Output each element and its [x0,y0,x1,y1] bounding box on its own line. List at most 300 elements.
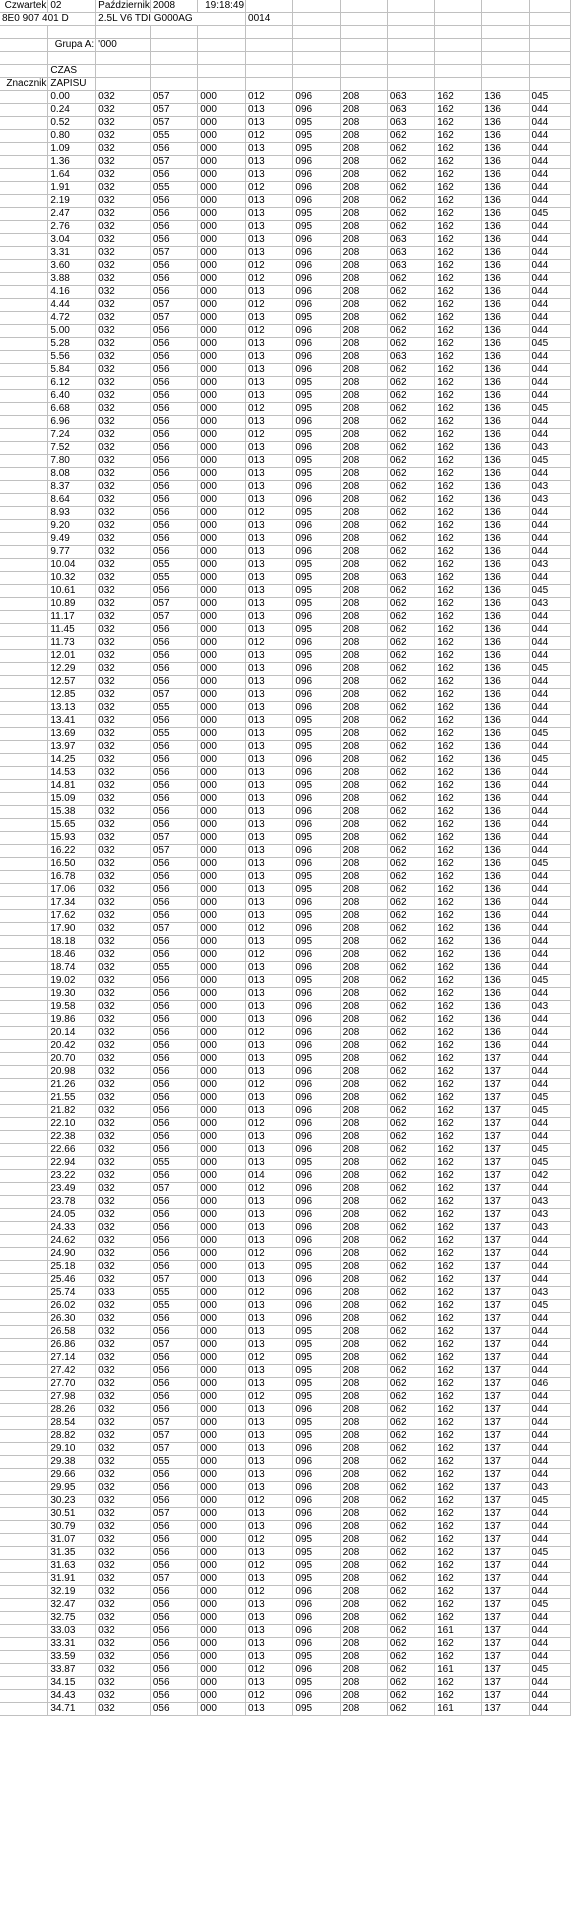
cell-value[interactable]: 096 [293,1222,340,1235]
cell-value[interactable]: 044 [529,533,570,546]
cell-value[interactable]: 032 [96,338,151,351]
cell-value[interactable]: 056 [150,1690,197,1703]
cell-value[interactable]: 013 [246,585,293,598]
cell-value[interactable]: 095 [293,1326,340,1339]
cell-value[interactable]: 012 [246,91,293,104]
cell-value[interactable]: 208 [340,325,387,338]
cell-value[interactable]: 032 [96,780,151,793]
cell-value[interactable]: 162 [435,221,482,234]
cell-value[interactable]: 062 [387,299,434,312]
cell-value[interactable]: 000 [198,1014,246,1027]
cell-value[interactable]: 032 [96,507,151,520]
cell-value[interactable]: 056 [150,1625,197,1638]
cell-value[interactable]: 062 [387,1521,434,1534]
cell-value[interactable]: 208 [340,1131,387,1144]
cell-value[interactable]: 012 [246,1079,293,1092]
cell-value[interactable]: 056 [150,741,197,754]
cell-value[interactable]: 000 [198,533,246,546]
cell-value[interactable]: 046 [529,1378,570,1391]
cell-value[interactable]: 032 [96,1079,151,1092]
cell-value[interactable]: 056 [150,1599,197,1612]
cell-value[interactable]: 208 [340,819,387,832]
cell-value[interactable]: 162 [435,1690,482,1703]
cell-value[interactable]: 162 [435,767,482,780]
cell-value[interactable]: 013 [246,962,293,975]
cell-value[interactable]: 044 [529,962,570,975]
cell-value[interactable]: 056 [150,1352,197,1365]
cell-value[interactable]: 044 [529,1638,570,1651]
cell-value[interactable]: 032 [96,1222,151,1235]
cell-value[interactable]: 000 [198,1365,246,1378]
cell-value[interactable]: 137 [482,1352,529,1365]
cell-value[interactable]: 208 [340,1170,387,1183]
cell-value[interactable]: 000 [198,1547,246,1560]
cell-value[interactable]: 062 [387,624,434,637]
cell-empty[interactable] [0,728,48,741]
cell-value[interactable]: 162 [435,689,482,702]
cell-value[interactable]: 062 [387,1274,434,1287]
cell-value[interactable]: 208 [340,988,387,1001]
cell-value[interactable]: 032 [96,273,151,286]
cell-value[interactable]: 032 [96,897,151,910]
cell-value[interactable]: 208 [340,1521,387,1534]
cell-time[interactable]: 13.13 [48,702,96,715]
cell-value[interactable]: 208 [340,364,387,377]
cell-value[interactable]: 162 [435,1001,482,1014]
cell-time[interactable]: 22.38 [48,1131,96,1144]
cell-value[interactable]: 032 [96,1690,151,1703]
cell-value[interactable]: 045 [529,1092,570,1105]
cell-value[interactable]: 208 [340,806,387,819]
cell-value[interactable]: 136 [482,988,529,1001]
cell-time[interactable]: 21.26 [48,1079,96,1092]
cell-time[interactable]: 24.33 [48,1222,96,1235]
cell-time[interactable]: 13.41 [48,715,96,728]
cell-value[interactable]: 056 [150,1534,197,1547]
cell-value[interactable]: 208 [340,858,387,871]
cell-empty[interactable] [0,1196,48,1209]
cell-value[interactable]: 063 [387,104,434,117]
cell-value[interactable]: 208 [340,1040,387,1053]
cell-value[interactable]: 136 [482,91,529,104]
cell-value[interactable]: 000 [198,845,246,858]
cell-value[interactable]: 056 [150,1703,197,1716]
cell-value[interactable]: 000 [198,481,246,494]
cell-value[interactable]: 044 [529,377,570,390]
cell-value[interactable]: 013 [246,546,293,559]
cell-value[interactable]: 162 [435,637,482,650]
cell-value[interactable]: 000 [198,897,246,910]
cell-value[interactable]: 032 [96,481,151,494]
cell-empty[interactable] [0,1677,48,1690]
cell-value[interactable]: 162 [435,1430,482,1443]
cell-value[interactable]: 013 [246,780,293,793]
cell-value[interactable]: 096 [293,1183,340,1196]
cell-value[interactable]: 096 [293,949,340,962]
cell-time[interactable]: 2.47 [48,208,96,221]
cell-value[interactable]: 136 [482,637,529,650]
cell-time[interactable]: 25.18 [48,1261,96,1274]
cell-value[interactable]: 208 [340,234,387,247]
cell-value[interactable]: 208 [340,1378,387,1391]
cell-value[interactable]: 056 [150,663,197,676]
cell-value[interactable]: 000 [198,1300,246,1313]
cell-value[interactable]: 208 [340,390,387,403]
cell-value[interactable]: 208 [340,975,387,988]
cell-value[interactable]: 000 [198,1118,246,1131]
cell-value[interactable]: 162 [435,780,482,793]
cell-value[interactable]: 136 [482,780,529,793]
cell-value[interactable]: 044 [529,1677,570,1690]
cell-value[interactable]: 000 [198,507,246,520]
cell-value[interactable]: 056 [150,1313,197,1326]
cell-value[interactable]: 162 [435,507,482,520]
cell-value[interactable]: 162 [435,1144,482,1157]
cell-time[interactable]: 14.53 [48,767,96,780]
cell-empty[interactable] [0,117,48,130]
cell-value[interactable]: 056 [150,1547,197,1560]
cell-value[interactable]: 162 [435,1053,482,1066]
cell-value[interactable]: 013 [246,559,293,572]
cell-empty[interactable] [340,52,387,65]
cell-value[interactable]: 136 [482,728,529,741]
cell-value[interactable]: 208 [340,1599,387,1612]
cell-value[interactable]: 056 [150,1378,197,1391]
cell-empty[interactable] [48,26,96,39]
cell-value[interactable]: 062 [387,1287,434,1300]
cell-value[interactable]: 208 [340,559,387,572]
cell-value[interactable]: 045 [529,403,570,416]
cell-empty[interactable] [96,78,151,91]
cell-value[interactable]: 055 [150,1157,197,1170]
cell-value[interactable]: 045 [529,1105,570,1118]
cell-value[interactable]: 044 [529,1521,570,1534]
cell-value[interactable]: 136 [482,767,529,780]
cell-value[interactable]: 208 [340,1053,387,1066]
cell-value[interactable]: 095 [293,741,340,754]
cell-value[interactable]: 044 [529,1131,570,1144]
cell-value[interactable]: 044 [529,507,570,520]
cell-value[interactable]: 013 [246,1274,293,1287]
column-header-marker[interactable]: Znacznik [0,78,48,91]
cell-value[interactable]: 000 [198,741,246,754]
cell-value[interactable]: 032 [96,728,151,741]
cell-value[interactable]: 013 [246,715,293,728]
cell-time[interactable]: 27.98 [48,1391,96,1404]
cell-time[interactable]: 33.87 [48,1664,96,1677]
cell-value[interactable]: 013 [246,351,293,364]
cell-value[interactable]: 162 [435,832,482,845]
column-header-time-line1[interactable]: CZAS [48,65,96,78]
cell-value[interactable]: 208 [340,767,387,780]
cell-value[interactable]: 162 [435,1326,482,1339]
cell-value[interactable]: 096 [293,546,340,559]
cell-value[interactable]: 000 [198,1443,246,1456]
cell-value[interactable]: 208 [340,923,387,936]
cell-value[interactable]: 012 [246,182,293,195]
cell-value[interactable]: 137 [482,1651,529,1664]
cell-value[interactable]: 045 [529,754,570,767]
cell-value[interactable]: 062 [387,884,434,897]
cell-value[interactable]: 095 [293,1651,340,1664]
cell-empty[interactable] [0,923,48,936]
cell-time[interactable]: 3.88 [48,273,96,286]
cell-value[interactable]: 000 [198,143,246,156]
cell-value[interactable]: 032 [96,1183,151,1196]
cell-value[interactable]: 096 [293,1482,340,1495]
cell-time[interactable]: 27.42 [48,1365,96,1378]
cell-value[interactable]: 044 [529,1508,570,1521]
cell-value[interactable]: 056 [150,949,197,962]
cell-time[interactable]: 3.04 [48,234,96,247]
cell-time[interactable]: 31.91 [48,1573,96,1586]
cell-empty[interactable] [435,0,482,13]
cell-value[interactable]: 056 [150,1118,197,1131]
cell-value[interactable]: 095 [293,468,340,481]
cell-value[interactable]: 032 [96,1521,151,1534]
cell-time[interactable]: 22.10 [48,1118,96,1131]
cell-value[interactable]: 000 [198,1638,246,1651]
cell-value[interactable]: 032 [96,442,151,455]
cell-value[interactable]: 013 [246,1196,293,1209]
cell-value[interactable]: 096 [293,637,340,650]
cell-value[interactable]: 044 [529,1391,570,1404]
cell-value[interactable]: 062 [387,611,434,624]
cell-value[interactable]: 045 [529,455,570,468]
cell-value[interactable]: 062 [387,455,434,468]
cell-value[interactable]: 013 [246,520,293,533]
cell-empty[interactable] [150,26,197,39]
cell-value[interactable]: 044 [529,988,570,1001]
cell-value[interactable]: 013 [246,884,293,897]
cell-time[interactable]: 9.77 [48,546,96,559]
cell-value[interactable]: 095 [293,715,340,728]
cell-empty[interactable] [150,65,197,78]
cell-value[interactable]: 162 [435,1560,482,1573]
cell-value[interactable]: 055 [150,182,197,195]
cell-value[interactable]: 032 [96,1625,151,1638]
cell-value[interactable]: 013 [246,1612,293,1625]
cell-value[interactable]: 063 [387,234,434,247]
cell-empty[interactable] [0,351,48,364]
cell-value[interactable]: 162 [435,481,482,494]
cell-value[interactable]: 162 [435,1287,482,1300]
cell-value[interactable]: 137 [482,1469,529,1482]
cell-value[interactable]: 208 [340,494,387,507]
cell-empty[interactable] [293,13,340,26]
cell-value[interactable]: 012 [246,923,293,936]
cell-value[interactable]: 057 [150,832,197,845]
cell-value[interactable]: 000 [198,338,246,351]
cell-value[interactable]: 136 [482,585,529,598]
cell-value[interactable]: 162 [435,377,482,390]
cell-value[interactable]: 062 [387,858,434,871]
cell-value[interactable]: 044 [529,1586,570,1599]
cell-value[interactable]: 208 [340,598,387,611]
cell-value[interactable]: 056 [150,1651,197,1664]
cell-value[interactable]: 000 [198,1352,246,1365]
cell-time[interactable]: 17.90 [48,923,96,936]
cell-empty[interactable] [0,1040,48,1053]
cell-value[interactable]: 000 [198,1625,246,1638]
cell-value[interactable]: 062 [387,1651,434,1664]
cell-value[interactable]: 062 [387,1625,434,1638]
cell-value[interactable]: 032 [96,754,151,767]
cell-empty[interactable] [0,390,48,403]
cell-value[interactable]: 208 [340,533,387,546]
cell-value[interactable]: 000 [198,1183,246,1196]
cell-value[interactable]: 095 [293,143,340,156]
cell-empty[interactable] [529,26,570,39]
cell-value[interactable]: 136 [482,806,529,819]
cell-value[interactable]: 136 [482,1040,529,1053]
cell-value[interactable]: 000 [198,455,246,468]
cell-value[interactable]: 056 [150,1170,197,1183]
cell-empty[interactable] [340,78,387,91]
cell-value[interactable]: 000 [198,572,246,585]
cell-value[interactable]: 062 [387,1638,434,1651]
cell-value[interactable]: 136 [482,429,529,442]
cell-value[interactable]: 032 [96,1573,151,1586]
cell-value[interactable]: 208 [340,1326,387,1339]
cell-value[interactable]: 000 [198,767,246,780]
cell-value[interactable]: 137 [482,1248,529,1261]
cell-value[interactable]: 137 [482,1625,529,1638]
cell-value[interactable]: 013 [246,728,293,741]
cell-value[interactable]: 013 [246,650,293,663]
cell-time[interactable]: 5.00 [48,325,96,338]
cell-value[interactable]: 096 [293,676,340,689]
cell-value[interactable]: 162 [435,988,482,1001]
cell-value[interactable]: 013 [246,598,293,611]
cell-value[interactable]: 137 [482,1118,529,1131]
cell-value[interactable]: 208 [340,182,387,195]
cell-value[interactable]: 000 [198,1170,246,1183]
cell-value[interactable]: 032 [96,1001,151,1014]
cell-value[interactable]: 062 [387,520,434,533]
cell-value[interactable]: 062 [387,1170,434,1183]
cell-time[interactable]: 16.22 [48,845,96,858]
cell-value[interactable]: 044 [529,650,570,663]
cell-value[interactable]: 032 [96,1131,151,1144]
cell-value[interactable]: 136 [482,507,529,520]
cell-empty[interactable] [198,52,246,65]
cell-value[interactable]: 208 [340,793,387,806]
cell-value[interactable]: 062 [387,416,434,429]
cell-value[interactable]: 000 [198,494,246,507]
cell-value[interactable]: 063 [387,260,434,273]
cell-empty[interactable] [0,338,48,351]
cell-empty[interactable] [0,637,48,650]
cell-empty[interactable] [529,13,570,26]
cell-value[interactable]: 136 [482,442,529,455]
cell-value[interactable]: 056 [150,1196,197,1209]
cell-value[interactable]: 013 [246,988,293,1001]
cell-value[interactable]: 013 [246,1326,293,1339]
cell-value[interactable]: 056 [150,897,197,910]
cell-empty[interactable] [0,507,48,520]
cell-value[interactable]: 013 [246,143,293,156]
cell-value[interactable]: 162 [435,949,482,962]
cell-value[interactable]: 208 [340,1612,387,1625]
cell-empty[interactable] [0,481,48,494]
cell-value[interactable]: 162 [435,104,482,117]
cell-value[interactable]: 056 [150,546,197,559]
cell-value[interactable]: 056 [150,195,197,208]
cell-value[interactable]: 057 [150,1573,197,1586]
cell-value[interactable]: 044 [529,1612,570,1625]
cell-value[interactable]: 208 [340,871,387,884]
cell-value[interactable]: 062 [387,1001,434,1014]
cell-value[interactable]: 032 [96,1378,151,1391]
cell-time[interactable]: 0.24 [48,104,96,117]
cell-value[interactable]: 032 [96,1326,151,1339]
cell-value[interactable]: 000 [198,1157,246,1170]
cell-empty[interactable] [0,143,48,156]
cell-value[interactable]: 162 [435,1222,482,1235]
cell-value[interactable]: 137 [482,1456,529,1469]
cell-value[interactable]: 056 [150,507,197,520]
cell-value[interactable]: 013 [246,104,293,117]
cell-value[interactable]: 208 [340,455,387,468]
cell-value[interactable]: 162 [435,338,482,351]
cell-value[interactable]: 044 [529,260,570,273]
cell-value[interactable]: 056 [150,1664,197,1677]
cell-empty[interactable] [0,286,48,299]
cell-value[interactable]: 162 [435,234,482,247]
cell-time[interactable]: 22.66 [48,1144,96,1157]
cell-value[interactable]: 013 [246,247,293,260]
cell-value[interactable]: 208 [340,1222,387,1235]
cell-value[interactable]: 137 [482,1053,529,1066]
cell-value[interactable]: 136 [482,156,529,169]
cell-time[interactable]: 29.66 [48,1469,96,1482]
cell-value[interactable]: 062 [387,1482,434,1495]
cell-value[interactable]: 136 [482,416,529,429]
cell-value[interactable]: 137 [482,1274,529,1287]
cell-value[interactable]: 055 [150,702,197,715]
cell-time[interactable]: 33.03 [48,1625,96,1638]
cell-value[interactable]: 013 [246,1456,293,1469]
cell-value[interactable]: 208 [340,312,387,325]
cell-value[interactable]: 208 [340,1586,387,1599]
cell-value[interactable]: 161 [435,1664,482,1677]
cell-value[interactable]: 032 [96,1339,151,1352]
cell-value[interactable]: 208 [340,130,387,143]
cell-time[interactable]: 15.65 [48,819,96,832]
cell-value[interactable]: 056 [150,858,197,871]
cell-value[interactable]: 208 [340,1573,387,1586]
cell-value[interactable]: 056 [150,1560,197,1573]
cell-value[interactable]: 056 [150,793,197,806]
cell-value[interactable]: 208 [340,403,387,416]
cell-value[interactable]: 096 [293,1586,340,1599]
cell-empty[interactable] [387,39,434,52]
cell-value[interactable]: 045 [529,338,570,351]
cell-value[interactable]: 136 [482,663,529,676]
cell-value[interactable]: 137 [482,1378,529,1391]
cell-time[interactable]: 12.29 [48,663,96,676]
cell-value[interactable]: 162 [435,858,482,871]
cell-time[interactable]: 4.16 [48,286,96,299]
cell-value[interactable]: 045 [529,1144,570,1157]
cell-value[interactable]: 062 [387,936,434,949]
cell-value[interactable]: 057 [150,299,197,312]
cell-value[interactable]: 062 [387,481,434,494]
cell-value[interactable]: 162 [435,1027,482,1040]
cell-empty[interactable] [0,1430,48,1443]
cell-value[interactable]: 044 [529,1404,570,1417]
